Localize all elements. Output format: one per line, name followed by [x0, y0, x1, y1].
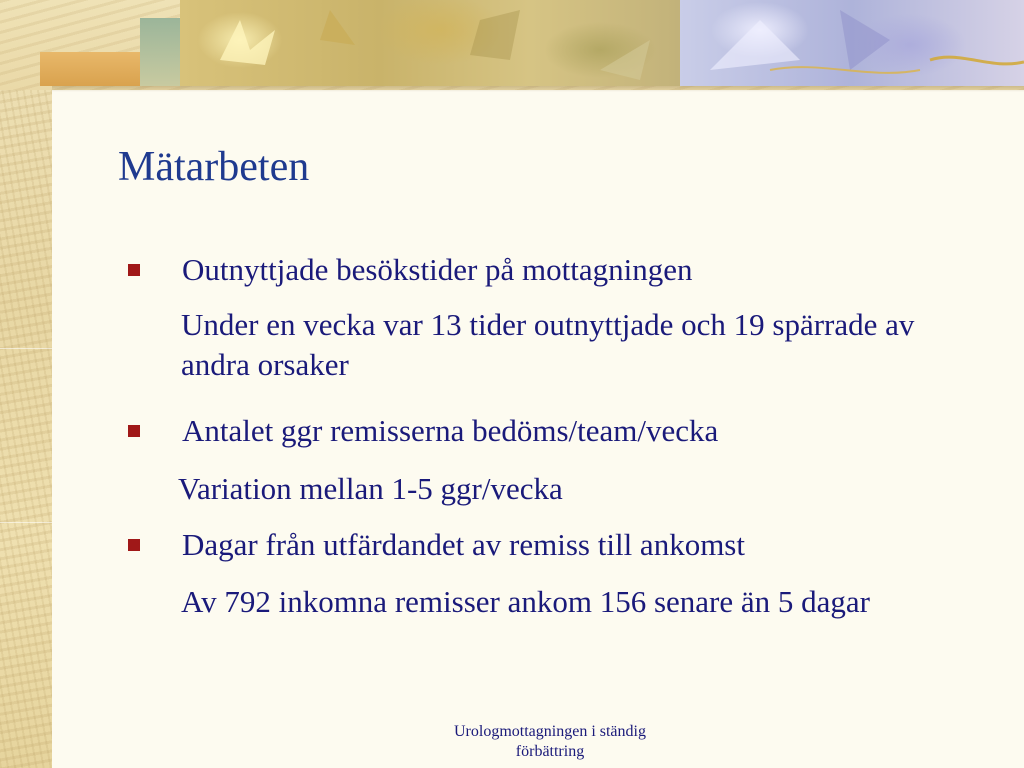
- bullet-subtext: Variation mellan 1-5 ggr/vecka: [178, 471, 563, 506]
- band-shadow: [52, 86, 1024, 92]
- bullet-text: Outnyttjade besökstider på mottagningen: [182, 252, 693, 287]
- square-bullet-icon: [128, 425, 140, 437]
- strip-seam: [0, 348, 52, 349]
- bullet-subtext: Av 792 inkomna remisser ankom 156 senare än 5 dagar: [181, 584, 870, 619]
- bullet-item-1: [128, 252, 693, 287]
- slide-title: Mätarbeten: [118, 144, 310, 190]
- bullet-item-2: [128, 413, 719, 448]
- bullet-text: Antalet ggr remisserna bedöms/team/vecka: [182, 413, 719, 448]
- band-leaf-panel: [180, 0, 680, 86]
- footer-line-2: förbättring: [515, 743, 585, 760]
- bullet-text: Dagar från utfärdandet av remiss till ankomst: [182, 527, 745, 562]
- bullet-item-3: [128, 527, 745, 562]
- top-decorative-band: [0, 0, 1024, 90]
- leaf-pattern: [180, 0, 680, 86]
- left-decorative-strip: [0, 0, 52, 768]
- blue-pattern: [680, 0, 1024, 86]
- bullet-subtext: Under en vecka var 13 tider outnyttjade och 19 spärrade av andra orsaker: [181, 307, 915, 382]
- square-bullet-icon: [128, 264, 140, 276]
- band-green-panel: [140, 18, 180, 86]
- band-blue-panel: [680, 0, 1024, 86]
- footer-line-1: Urologmottagningen i ständig: [454, 723, 646, 740]
- strip-seam: [0, 522, 52, 523]
- footer: [420, 722, 680, 762]
- square-bullet-icon: [128, 539, 140, 551]
- band-orange-panel: [40, 52, 140, 86]
